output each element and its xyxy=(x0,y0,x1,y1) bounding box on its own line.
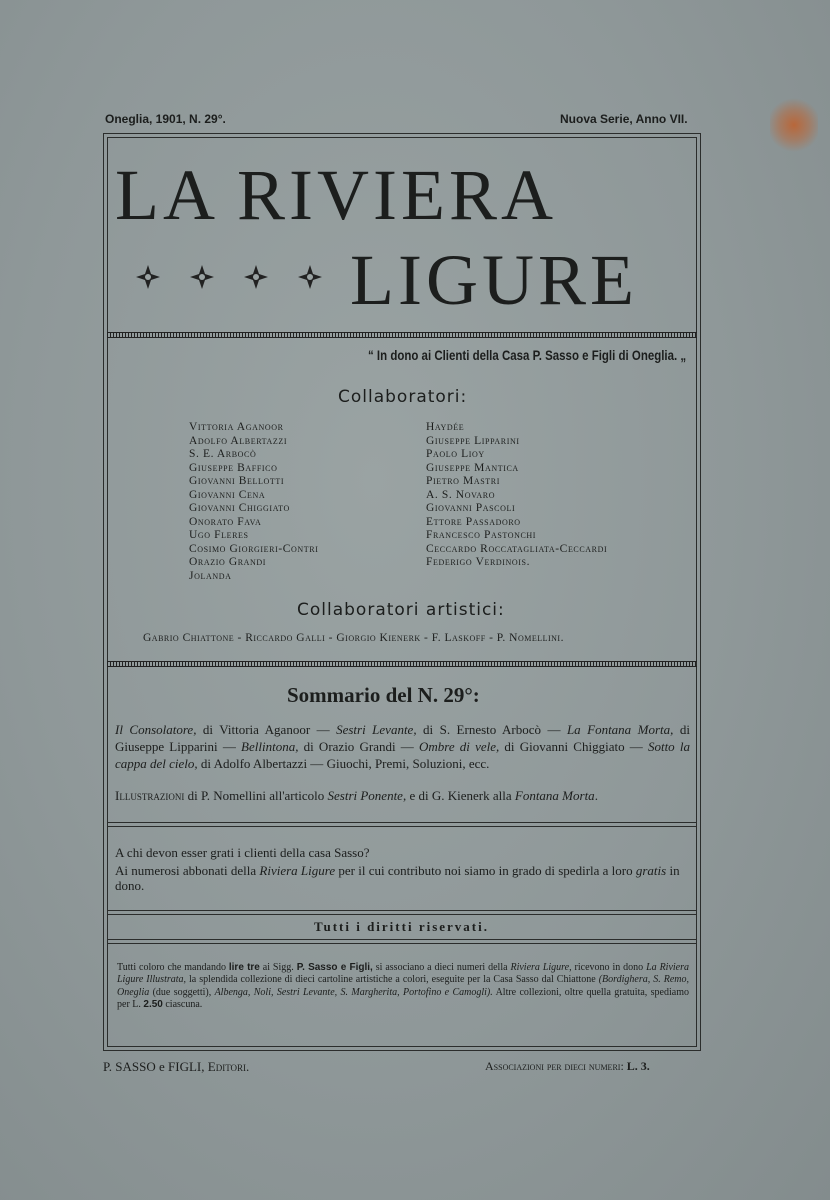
collaborator-name: Ugo Fleres xyxy=(189,529,249,541)
collaboratori-heading: Collaboratori: xyxy=(338,387,468,407)
notice-text: ai Sigg. xyxy=(259,962,297,973)
ornament-icon xyxy=(135,264,161,290)
notice-text: ciascuna. xyxy=(162,999,203,1011)
article-title: La Fontana Morta, xyxy=(566,722,674,737)
illustrazioni-text: di P. Nomellini all'articolo xyxy=(184,788,328,803)
ornament-icon xyxy=(297,264,323,290)
title-line-2: LIGURE xyxy=(350,240,638,320)
publisher-name: P. SASSO e FIGLI, xyxy=(103,1059,205,1074)
notice-text: ricevono in dono xyxy=(571,962,647,973)
article-author: di Giovanni Chiggiato — xyxy=(499,739,648,754)
sommario-tail: Giuochi, Premi, Soluzioni, ecc. xyxy=(326,756,490,771)
collaborator-name: Pietro Mastri xyxy=(426,475,500,487)
answer-italic: Riviera Ligure xyxy=(259,863,336,878)
answer-part: in dono. xyxy=(115,863,680,893)
article-author: di S. Ernesto Arbocò — xyxy=(416,722,567,737)
dotted-rule xyxy=(107,332,697,338)
article-author: di Adolfo Albertazzi — xyxy=(197,756,327,771)
collaborator-name: Vittoria Aganoor xyxy=(189,421,284,433)
notice-italic: Riviera Ligure, xyxy=(510,962,572,973)
collaborator-name: Adolfo Albertazzi xyxy=(189,434,288,447)
collaborator-name: S. E. Arbocò xyxy=(189,448,257,460)
article-title: Il Consolatore, xyxy=(115,722,197,737)
collaborator-name: Orazio Grandi xyxy=(189,556,267,568)
artistici-heading: Collaboratori artistici: xyxy=(297,600,505,620)
collaborator-name: Cosimo Giorgieri-Contri xyxy=(189,542,319,555)
collaborator-name: Jolanda xyxy=(189,569,232,582)
subscription-notice xyxy=(117,962,689,1012)
article-title: Sotto la cappa del cielo, xyxy=(115,739,690,771)
collaborator-name: Ceccardo Roccatagliata-Ceccardi xyxy=(426,542,608,555)
ornament-row xyxy=(135,264,323,290)
illustrazioni-article: Sestri Ponente xyxy=(327,788,403,803)
notice-bold: 2.50 xyxy=(143,999,163,1011)
divider xyxy=(107,822,696,823)
illustrazioni-text: , e di G. Kienerk alla xyxy=(402,788,515,803)
series-label: Nuova Serie, Anno VII. xyxy=(560,112,688,126)
article-author: di Orazio Grandi — xyxy=(298,739,419,754)
notice-italic: La Riviera Ligure Illustrata, xyxy=(117,962,690,986)
collaborator-name: Giovanni Chiggiato xyxy=(189,502,290,514)
divider xyxy=(107,914,696,915)
notice-text: si associano a dieci numeri della xyxy=(372,962,511,973)
collaborator-name: Federigo Verdinois. xyxy=(426,556,531,568)
collaboratori-left-list xyxy=(189,421,318,583)
question-text: A chi devon esser grati i clienti della casa Sasso? xyxy=(115,845,370,860)
divider xyxy=(107,939,696,940)
notice-text: Altre collezioni, oltre quella gratuita, spediamo per L. xyxy=(117,986,689,1011)
illustrazioni-label: Illustrazioni xyxy=(115,788,185,803)
collaborator-name: Onorato Fava xyxy=(189,515,262,528)
collaborator-name: Giuseppe Mantica xyxy=(426,461,519,474)
collaborator-name: Giovanni Bellotti xyxy=(189,475,285,487)
paper-stain xyxy=(770,95,818,155)
notice-bold: lire tre xyxy=(228,962,260,973)
article-author: di Vittoria Aganoor — xyxy=(196,722,337,737)
collaborator-name: Giovanni Cena xyxy=(189,488,266,501)
title-line-1: LA RIVIERA xyxy=(115,155,557,235)
collaborator-name: Haydée xyxy=(426,421,465,433)
notice-text: la splendida collezione di dieci cartoline artistiche a colori, eseguite per la Casa Sasso dal Chiattone xyxy=(186,974,599,986)
answer-italic: gratis xyxy=(635,863,667,878)
illustrazioni-text: . xyxy=(594,788,598,803)
answer-part: Ai numerosi abbonati della xyxy=(115,863,260,878)
notice-text: Tutti coloro che mandando xyxy=(117,962,229,973)
divider xyxy=(107,943,696,944)
collaborator-name: Ettore Passadoro xyxy=(426,515,521,528)
illustrazioni-article: Fontana Morta xyxy=(514,788,595,803)
rights-notice: Tutti i diritti riservati. xyxy=(313,919,489,934)
collaborator-name: Giovanni Pascoli xyxy=(426,502,516,514)
sommario-heading: Sommario del N. 29°: xyxy=(287,683,480,707)
publisher-line xyxy=(103,1059,249,1075)
collaborator-name: Giuseppe Lipparini xyxy=(426,434,520,447)
article-title: Sestri Levante, xyxy=(336,722,417,737)
collaborator-name: A. S. Novaro xyxy=(426,488,496,501)
notice-text: (due soggetti), xyxy=(149,986,215,998)
article-title: Bellintona, xyxy=(241,739,299,754)
ornament-icon xyxy=(189,264,215,290)
divider xyxy=(107,910,696,911)
answer-part: per il cui contributo noi siamo in grado di spedirla a loro xyxy=(335,863,636,878)
collaborator-name: Giuseppe Baffico xyxy=(189,461,278,474)
answer-text xyxy=(115,863,690,893)
subscription-price xyxy=(485,1059,650,1074)
collaborator-name: Paolo Lioy xyxy=(426,448,485,460)
issue-label: Oneglia, 1901, N. 29°. xyxy=(105,112,226,126)
notice-italic: (Bordighera, S. Remo, Oneglia xyxy=(117,974,690,998)
illustrazioni-line xyxy=(115,788,695,804)
price-label: Associazioni per dieci numeri: xyxy=(485,1059,627,1073)
dotted-rule xyxy=(107,661,697,667)
article-title: Ombre di vele, xyxy=(418,739,500,754)
notice-bold: P. Sasso e Figli, xyxy=(296,962,373,973)
article-author: di Giuseppe Lipparini — xyxy=(115,722,690,754)
artistici-names: Gabrio Chiattone - Riccardo Galli - Giorgio Kienerk - F. Laskoff - P. Nomellini. xyxy=(143,632,564,644)
tagline: “ In dono ai Clienti della Casa P. Sasso e Figli di Oneglia. „ xyxy=(368,347,687,363)
publisher-role: Editori. xyxy=(204,1059,250,1074)
ornament-icon xyxy=(243,264,269,290)
collaborator-name: Francesco Pastonchi xyxy=(426,529,537,541)
notice-italic: Albenga, Noli, Sestri Levante, S. Margherita, Portofino e Camogli). xyxy=(214,986,493,998)
sommario-text xyxy=(115,721,690,772)
divider xyxy=(107,826,696,827)
collaboratori-right-list xyxy=(426,421,607,570)
price-value: L. 3. xyxy=(626,1059,650,1073)
